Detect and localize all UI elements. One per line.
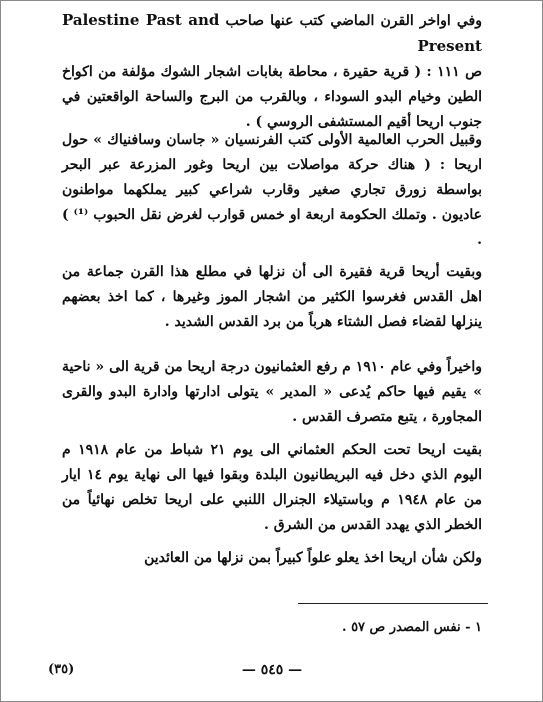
footnote: ١ - نفس المصدر ص ٥٧ . (342, 620, 482, 635)
page-number: — ٥٤٥ — (241, 662, 303, 678)
paragraph-6 (62, 546, 482, 571)
paragraph-4-text: واخيراً وفي عام ١٩١٠ م رفع العثمانيون درجة اريحا من قرية الى « ناحية » يقيم فيها حاكم يُدعى « المدير » يتولى ادارتها وادارة البدو والقرى المجاورة ، يتبع متصرف القدس . (62, 359, 482, 425)
paragraph-2-text: وقبيل الحرب العالمية الأولى كتب الفرنسيان « جاسان وسافنياك » حول اريحا : ( هناك حركة مواصلات بين اريحا وغور المزرعة عبر البحر بواسطة زورق تجاري صغير وقارب شراعي كبير يملكهما مواطنون عاديون . وتملك الحكومة اربعة او خمس قوارب لغرض نقل الحبوب ⁽¹⁾ ) . (62, 132, 483, 248)
paragraph-3-text: وبقيت أريحا قرية فقيرة الى أن نزلها في مطلع هذا القرن جماعة من اهل القدس فغرسوا الكثير من اشجار الموز وغيرها ، كما اخذ بعضهم ينزلها لقضاء فصل الشتاء هرباً من برد القدس الشديد . (62, 264, 482, 330)
paragraph-5 (62, 438, 482, 538)
paragraph-5-text: بقيت اريحا تحت الحكم العثماني الى يوم ٢١ شباط من عام ١٩١٨ م اليوم الذي دخل فيه البريطانيون البلدة وبقوا فيها الى نهاية يوم ١٤ ايار من عام ١٩٤٨ م وباستيلاء الجنرال اللنبي على اريحا تخلص نهائياً من الخطر الذي يهدد القدس من الشرق . (62, 442, 483, 533)
book-title-latin: Palestine Past and Present (62, 11, 482, 55)
paragraph-1-first-line (62, 8, 482, 60)
paragraph-3 (62, 260, 482, 335)
paragraph-1-text: ص ١١١ : ( قرية حقيرة ، محاطة بغابات اشجار الشوك مؤلفة من اكواخ الطين وخيام البدو السوداء ، وبالقرب من البرج والساحة الواقعتين في جنوب اريحا أقيم المستشفى الروسي ) . (62, 64, 482, 130)
paragraph-4 (62, 355, 482, 430)
paragraph-6-text: ولكن شأن اريحا اخذ يعلو علواً كبيراً بمن نزلها من العائدين (144, 550, 482, 566)
footnote-separator (298, 603, 488, 604)
sequence-number: (٣٥) (48, 662, 75, 677)
paragraph-1 (62, 8, 482, 135)
paragraph-2 (62, 128, 482, 253)
paragraph-1-lead: وفي اواخر القرن الماضي كتب عنها صاحب (225, 13, 483, 29)
